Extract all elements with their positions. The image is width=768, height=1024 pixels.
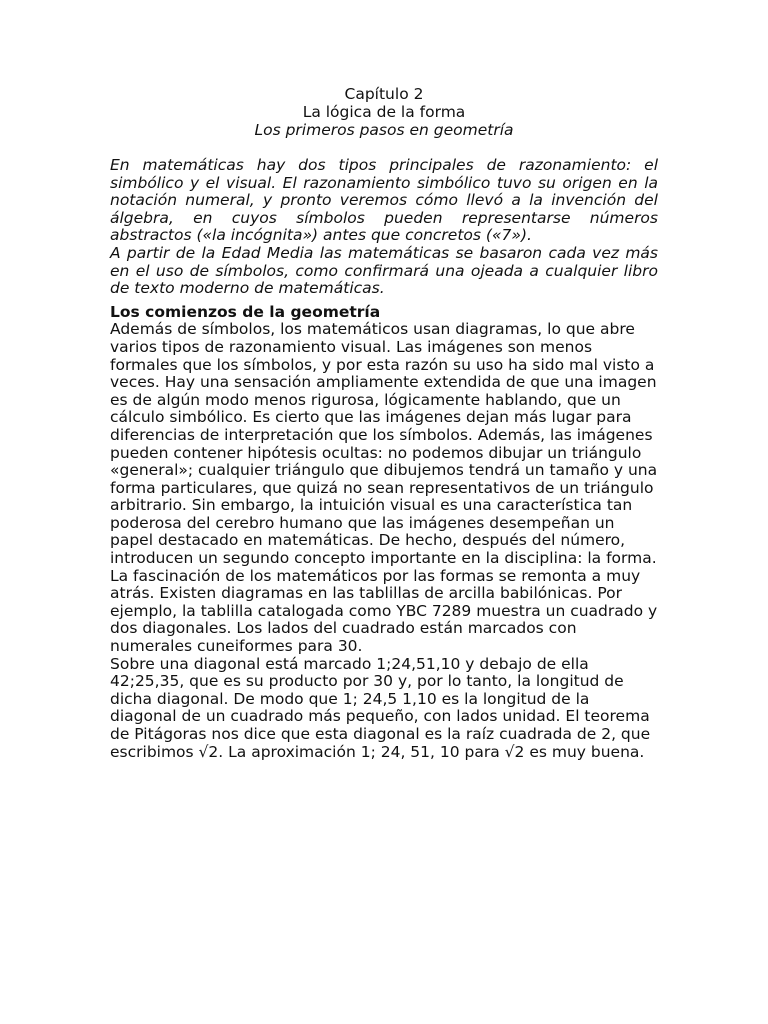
body-paragraph: Sobre una diagonal está marcado 1;24,51,10 y debajo de ella 42;25,35, que es su producto por 30 y, por lo tanto, la longitud de dicha diagonal. De modo que 1; 24,5 1,10 es la longitud de la diagonal de un cuadrado más pequeño, con lados unidad. El teorema de Pitágoras nos dice que esta diagonal es la raíz cuadrada de 2, que escribimos √2. La aproximación 1; 24, 51, 10 para √2 es muy buena. [110, 654, 651, 761]
body-paragraph: Además de símbolos, los matemáticos usan diagramas, lo que abre varios tipos de razonamiento visual. Las imágenes son menos formales que los símbolos, y por esta razón su uso ha sido mal visto a veces. Hay una sensación ampliamente extendida de que una imagen es de algún modo menos rigurosa, lógicamente hablando, que un cálculo simbólico. Es cierto que las imágenes dejan más lugar para diferencias de interpretación que los símbolos. Además, las imágenes pueden contener hipótesis ocultas: no podemos dibujar un triángulo «general»; cualquier triángulo que dibujemos tendrá un tamaño y una forma particulares, que quizá no sean representativos de un triángulo arbitrario. Sin embargo, la intuición visual es una característica tan poderosa del cerebro humano que las imágenes desempeñan un papel destacado en matemáticas. De hecho, después del número, introducen un segundo concepto importante en la disciplina: la forma. [110, 320, 658, 568]
chapter-subtitle: Los primeros pasos en geometría [254, 121, 514, 139]
section-body [110, 321, 658, 761]
document-page [110, 85, 658, 761]
section-heading: Los comienzos de la geometría [110, 302, 381, 321]
intro-paragraph: A partir de la Edad Media las matemáticas se basaron cada vez más en el uso de símbolos, como confirmará una ojeada a cualquier libro de texto moderno de matemáticas. [110, 243, 658, 298]
chapter-number: Capítulo 2 [344, 85, 424, 103]
chapter-title: La lógica de la forma [302, 103, 466, 121]
intro-block [110, 157, 658, 298]
intro-paragraph: En matemáticas hay dos tipos principales de razonamiento: el simbólico y el visual. El razonamiento simbólico tuvo su origen en la notación numeral, y pronto veremos cómo llevó a la invención del álgebra, en cuyos símbolos pueden representarse números abstractos («la incógnita») antes que concretos («7»). [110, 156, 658, 245]
body-paragraph: La fascinación de los matemáticos por las formas se remonta a muy atrás. Existen diagramas en las tablillas de arcilla babilónicas. Por ejemplo, la tablilla catalogada como YBC 7289 muestra un cuadrado y dos diagonales. Los lados del cuadrado están marcados con numerales cuneiformes para 30. [110, 566, 658, 656]
chapter-header [110, 85, 658, 139]
